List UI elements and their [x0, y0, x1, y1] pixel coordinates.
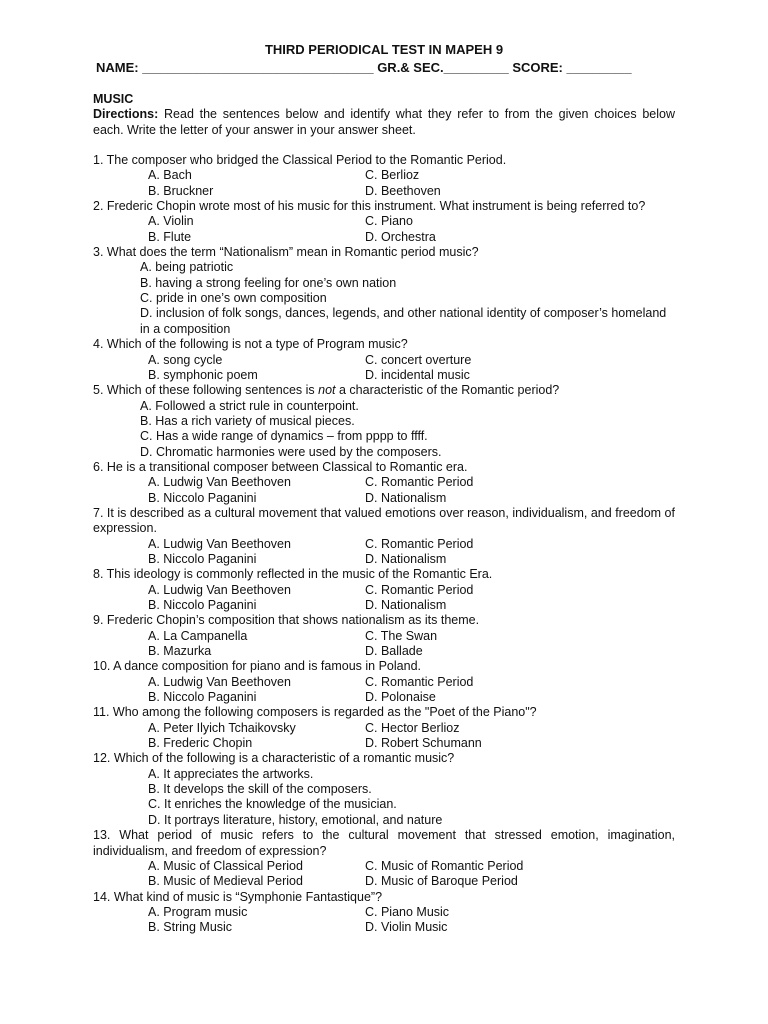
- choice-row: [93, 874, 675, 889]
- choice-c: C. Romantic Period: [365, 674, 474, 689]
- choice-a: A. Program music: [148, 904, 248, 919]
- choice-a: A. being patriotic: [140, 260, 234, 275]
- choice-row: [93, 675, 675, 690]
- choice-a: A. Ludwig Van Beethoven: [148, 536, 291, 551]
- choice-b: B. symphonic poem: [148, 367, 258, 382]
- choice-c: C. Piano: [365, 214, 413, 229]
- choice-b: B. Bruckner: [148, 183, 214, 198]
- choice-a: A. Ludwig Van Beethoven: [148, 475, 291, 490]
- choice-d: D. Robert Schumann: [365, 736, 482, 751]
- question-5: [93, 383, 675, 398]
- choice-a: A. Bach: [148, 168, 192, 183]
- question-12: 12. Which of the following is a characteristic of a romantic music?: [93, 751, 455, 766]
- question-4: 4. Which of the following is not a type of Program music?: [93, 337, 408, 352]
- question-11: 11. Who among the following composers is regarded as the "Poet of the Piano"?: [93, 705, 537, 720]
- choice-row: [93, 920, 675, 935]
- choice-row: [93, 537, 675, 552]
- choice-a: A. Followed a strict rule in counterpoint.: [140, 398, 359, 413]
- choice-b: B. Mazurka: [148, 644, 212, 659]
- choice-d: D. Beethoven: [365, 183, 441, 198]
- choice-a: A. Ludwig Van Beethoven: [148, 674, 291, 689]
- choice-d: D. Orchestra: [365, 229, 436, 244]
- choice-row: [93, 230, 675, 245]
- choice-b: B. Music of Medieval Period: [148, 874, 303, 889]
- choice-b: B. Has a rich variety of musical pieces.: [140, 413, 355, 428]
- question-10: 10. A dance composition for piano and is famous in Poland.: [93, 659, 421, 674]
- question-5-pre: 5. Which of these following sentences is: [93, 383, 319, 398]
- question-8: 8. This ideology is commonly reflected in the music of the Romantic Era.: [93, 567, 493, 582]
- test-title: THIRD PERIODICAL TEST IN MAPEH 9: [264, 42, 504, 57]
- choice-a: A. song cycle: [148, 352, 223, 367]
- question-5-post: a characteristic of the Romantic period?: [335, 383, 560, 398]
- question-13: 13. What period of music refers to the cultural movement that stressed emotion, imagination, individualism, and freedom of expression?: [93, 828, 675, 858]
- choice-b: B. having a strong feeling for one’s own nation: [140, 275, 397, 290]
- choice-row: [93, 168, 675, 183]
- choice-c: C. The Swan: [365, 628, 438, 643]
- choice-a: A. Violin: [148, 214, 194, 229]
- choice-d: D. Chromatic harmonies were used by the composers.: [140, 444, 442, 459]
- choice-d: D. Music of Baroque Period: [365, 874, 518, 889]
- choice-b: B. Frederic Chopin: [148, 736, 253, 751]
- directions: [93, 107, 675, 138]
- choice-row: [93, 353, 675, 368]
- question-6: 6. He is a transitional composer between Classical to Romantic era.: [93, 459, 468, 474]
- choice-d: D. incidental music: [365, 367, 470, 382]
- choice-b: B. Niccolo Paganini: [148, 598, 257, 612]
- choice-row: [93, 736, 675, 751]
- student-info-line: NAME: ________________________________ GR.& SEC._________ SCORE: _________: [96, 60, 632, 75]
- choice-b: B. String Music: [148, 920, 233, 935]
- choice-b: B. Niccolo Paganini: [148, 490, 257, 505]
- choice-row: [93, 859, 675, 874]
- choice-a: A. It appreciates the artworks.: [148, 766, 314, 781]
- directions-label: Directions:: [93, 107, 159, 122]
- choice-d: D. inclusion of folk songs, dances, legends, and other national identity of composer’s homeland in a composition: [140, 306, 667, 336]
- choice-b: B. Niccolo Paganini: [148, 690, 257, 705]
- choice-c: C. Music of Romantic Period: [365, 858, 524, 873]
- choice-row: [93, 552, 675, 567]
- choice-row: [93, 629, 675, 644]
- choice-row: [93, 583, 675, 598]
- choice-row: [93, 491, 675, 506]
- choice-b: B. Niccolo Paganini: [148, 551, 257, 566]
- question-2: 2. Frederic Chopin wrote most of his music for this instrument. What instrument is being referred to?: [93, 199, 646, 214]
- choice-row: [93, 598, 675, 613]
- choice-row: [93, 368, 675, 383]
- choice-row: [93, 721, 675, 736]
- test-content: [93, 92, 675, 936]
- question-5-emphasis: not: [318, 383, 336, 398]
- choice-c: C. Berlioz: [365, 168, 420, 183]
- question-1: 1. The composer who bridged the Classical Period to the Romantic Period.: [93, 153, 507, 168]
- choice-b: B. It develops the skill of the composers.: [148, 782, 372, 797]
- choice-d: D. Ballade: [365, 644, 423, 659]
- choice-row: [93, 905, 675, 920]
- choice-a: A. Peter Ilyich Tchaikovsky: [148, 720, 296, 735]
- choice-d: D. Nationalism: [365, 598, 447, 612]
- choice-c: C. pride in one’s own composition: [140, 291, 327, 306]
- choice-d: D. Violin Music: [365, 920, 448, 935]
- choice-d: D. Polonaise: [365, 690, 436, 705]
- question-7: 7. It is described as a cultural movement that valued emotions over reason, individualism, and freedom of expression.: [93, 505, 675, 536]
- choice-a: A. Music of Classical Period: [148, 858, 303, 873]
- choice-row: [93, 690, 675, 705]
- directions-text: Read the sentences below and identify what they refer to from the given choices below each. Write the letter of your answer in your answer sheet.: [93, 107, 675, 137]
- question-9: 9. Frederic Chopin’s composition that shows nationalism as its theme.: [93, 613, 480, 628]
- choice-c: C. Piano Music: [365, 904, 450, 919]
- choice-c: C. Romantic Period: [365, 582, 474, 597]
- choice-d: D. Nationalism: [365, 490, 447, 505]
- choice-c: C. Has a wide range of dynamics – from pppp to ffff.: [140, 429, 428, 444]
- choice-a: A. Ludwig Van Beethoven: [148, 582, 291, 597]
- choice-row: [93, 644, 675, 659]
- choice-c: C. Romantic Period: [365, 475, 474, 490]
- choice-row: [93, 475, 675, 490]
- choice-d: D. It portrays literature, history, emotional, and nature: [148, 812, 443, 827]
- choice-d: D. Nationalism: [365, 551, 447, 566]
- section-title: MUSIC: [93, 92, 134, 106]
- choice-row: [93, 184, 675, 199]
- choice-c: C. Romantic Period: [365, 536, 474, 551]
- choice-c: C. concert overture: [365, 352, 472, 367]
- question-3: 3. What does the term “Nationalism” mean in Romantic period music?: [93, 245, 479, 260]
- choice-c: C. Hector Berlioz: [365, 720, 460, 735]
- choice-row: [93, 214, 675, 229]
- choice-b: B. Flute: [148, 229, 192, 244]
- choice-c: C. It enriches the knowledge of the musician.: [148, 797, 397, 812]
- choice-a: A. La Campanella: [148, 628, 248, 643]
- question-14: 14. What kind of music is “Symphonie Fantastique”?: [93, 889, 383, 904]
